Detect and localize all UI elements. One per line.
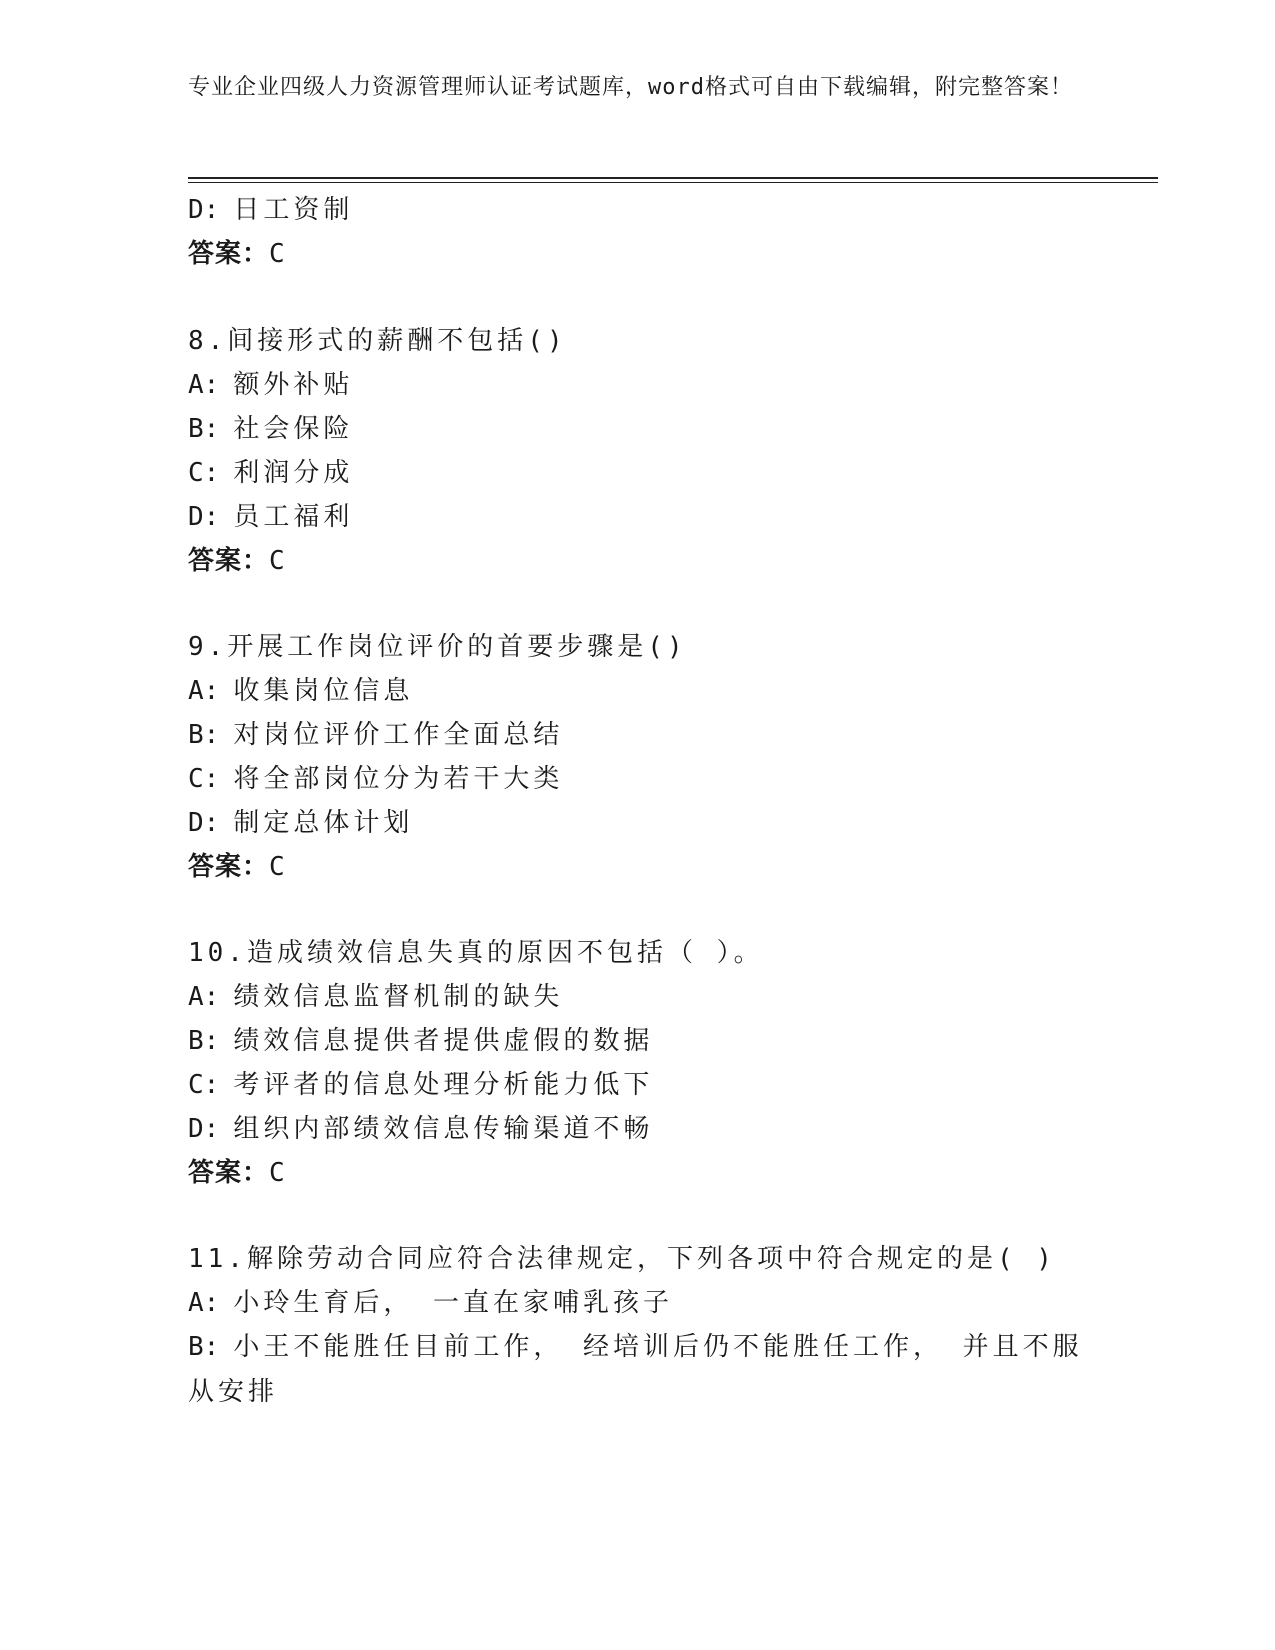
option-label: D:	[188, 808, 220, 838]
q8-option-c	[188, 456, 353, 490]
q11-option-a	[188, 1286, 673, 1320]
option-text: 小王不能胜任目前工作， 经培训后仍不能胜任工作， 并且不服从安排	[188, 1332, 1083, 1407]
option-label: A:	[188, 370, 220, 400]
option-text: 将全部岗位分为若干大类	[233, 764, 564, 794]
option-text: 小玲生育后， 一直在家哺乳孩子	[233, 1288, 673, 1318]
q7-answer	[188, 237, 285, 271]
q10-answer	[188, 1156, 285, 1190]
option-label: A:	[188, 1288, 220, 1318]
option-label: D:	[188, 195, 220, 225]
answer-value: C	[269, 239, 285, 269]
q11-option-b	[188, 1325, 1088, 1415]
q10-question: 10.造成绩效信息失真的原因不包括（ ）。	[188, 938, 764, 968]
option-text: 绩效信息监督机制的缺失	[233, 982, 564, 1012]
option-text: 利润分成	[233, 458, 354, 488]
option-label: B:	[188, 720, 220, 750]
answer-label: 答案：	[188, 546, 270, 576]
option-text: 日工资制	[233, 195, 354, 225]
answer-value: C	[269, 852, 285, 882]
q8-option-a	[188, 368, 353, 402]
q8-option-b	[188, 412, 353, 446]
answer-label: 答案：	[188, 239, 270, 269]
header-divider-thick	[188, 177, 1158, 179]
q9-answer	[188, 850, 285, 884]
option-text: 额外补贴	[233, 370, 354, 400]
option-label: C:	[188, 1070, 220, 1100]
q8-answer	[188, 544, 285, 578]
q10-option-d	[188, 1112, 653, 1146]
option-text: 对岗位评价工作全面总结	[233, 720, 564, 750]
q9-option-c	[188, 762, 563, 796]
option-label: B:	[188, 414, 220, 444]
q11-question: 11.解除劳动合同应符合法律规定，下列各项中符合规定的是( )	[188, 1244, 1056, 1274]
option-text: 社会保险	[233, 414, 354, 444]
q7-option-d	[188, 193, 353, 227]
option-text: 绩效信息提供者提供虚假的数据	[233, 1026, 654, 1056]
q8-option-d	[188, 500, 353, 534]
option-label: A:	[188, 982, 220, 1012]
q10-option-a	[188, 980, 563, 1014]
option-label: C:	[188, 764, 220, 794]
answer-value: C	[269, 1158, 285, 1188]
option-text: 员工福利	[233, 502, 354, 532]
answer-value: C	[269, 546, 285, 576]
q9-question: 9.开展工作岗位评价的首要步骤是()	[188, 632, 687, 662]
q8-question: 8.间接形式的薪酬不包括()	[188, 326, 567, 356]
option-label: D:	[188, 1114, 220, 1144]
q9-option-d	[188, 806, 413, 840]
header-divider-thin	[188, 182, 1158, 183]
q9-option-a	[188, 674, 413, 708]
q10-option-b	[188, 1024, 653, 1058]
option-label: C:	[188, 458, 220, 488]
option-label: D:	[188, 502, 220, 532]
option-text: 收集岗位信息	[233, 676, 414, 706]
page-header: 专业企业四级人力资源管理师认证考试题库，word格式可自由下载编辑，附完整答案！	[188, 75, 1073, 100]
option-text: 组织内部绩效信息传输渠道不畅	[233, 1114, 654, 1144]
option-label: B:	[188, 1332, 220, 1362]
option-label: B:	[188, 1026, 220, 1056]
option-text: 考评者的信息处理分析能力低下	[233, 1070, 654, 1100]
option-label: A:	[188, 676, 220, 706]
q9-option-b	[188, 718, 563, 752]
q10-option-c	[188, 1068, 653, 1102]
answer-label: 答案：	[188, 1158, 270, 1188]
answer-label: 答案：	[188, 852, 270, 882]
option-text: 制定总体计划	[233, 808, 414, 838]
